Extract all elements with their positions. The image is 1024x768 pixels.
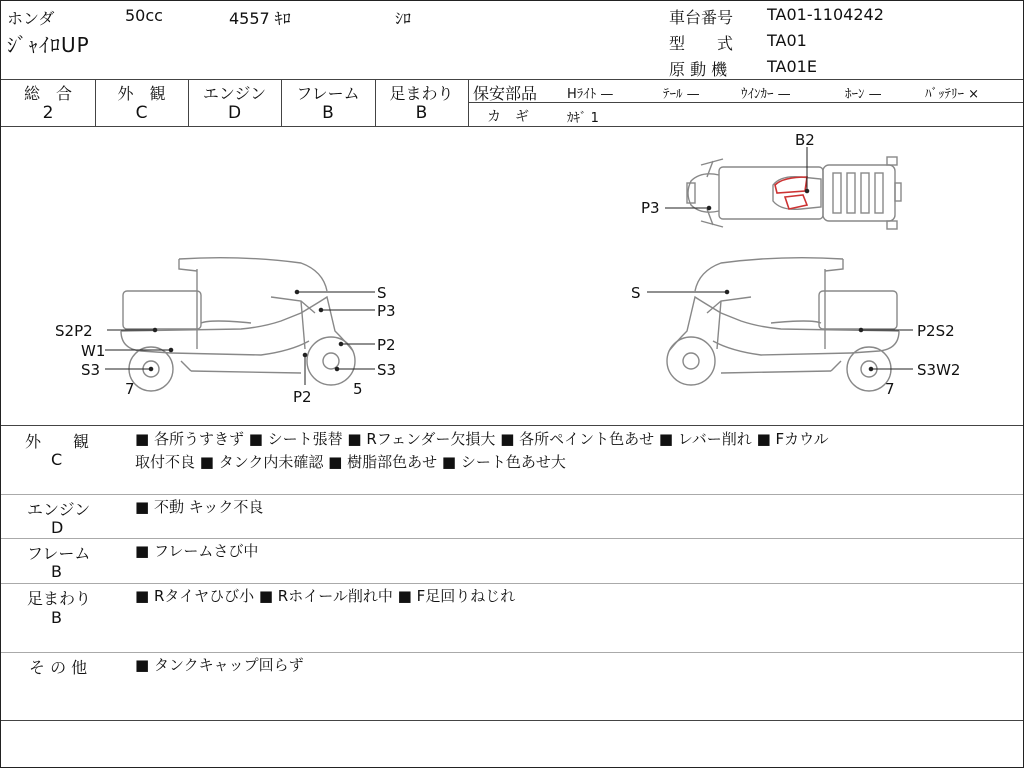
notes-suspension-label: 足まわり xyxy=(27,589,92,608)
key-value: ｶｷﾞ 1 xyxy=(567,111,599,126)
frame-grade: B xyxy=(322,103,334,123)
notes-suspension-text: ■ Rタイヤひび小 ■ Rホイール削れ中 ■ F足回りねじれ xyxy=(135,587,516,605)
engine-model-label: 原 動 機 xyxy=(669,60,728,79)
frame-grade-label: フレーム xyxy=(296,84,360,103)
label-right-s3w2: S3W2 xyxy=(917,361,961,379)
battery-status: ﾊﾞｯﾃﾘｰ × xyxy=(925,87,980,102)
notes-engine-grade: D xyxy=(51,518,64,537)
frame-no-label: 車台番号 xyxy=(669,8,734,27)
label-left-s: S xyxy=(377,284,387,302)
tail-status: ﾃｰﾙ — xyxy=(663,87,700,102)
label-left-s3a: S3 xyxy=(81,361,101,379)
divider xyxy=(1,720,1023,721)
label-top-p3: P3 xyxy=(641,199,660,217)
label-left-s3b: S3 xyxy=(377,361,397,379)
top-view-scooter xyxy=(687,157,901,229)
safety-parts-label: 保安部品 xyxy=(473,84,538,103)
model-name: ｼﾞｬｲﾛUP xyxy=(7,33,90,57)
notes-frame-grade: B xyxy=(51,562,62,581)
suspension-grade-label: 足まわり xyxy=(389,84,454,103)
label-left-w1: W1 xyxy=(81,342,106,360)
notes-exterior-label: 外 観 xyxy=(25,432,90,451)
notes-other-text: ■ タンクキャップ回らず xyxy=(135,656,304,674)
notes-other-label: そ の 他 xyxy=(29,658,88,677)
maker: ホンダ xyxy=(7,9,55,28)
label-top-b2: B2 xyxy=(795,131,815,149)
label-left-p3: P3 xyxy=(377,302,396,320)
notes-suspension-grade: B xyxy=(51,608,62,627)
engine-grade-label: エンジン xyxy=(202,84,267,103)
key-label: カ ギ xyxy=(487,109,529,125)
damage-diagram xyxy=(1,127,1023,425)
frame-no: TA01-1104242 xyxy=(767,5,884,24)
divider xyxy=(1,425,1023,426)
notes-exterior-line1: ■ 各所うすきず ■ シート張替 ■ Rフェンダー欠損大 ■ 各所ペイント色あせ ■ レバー削れ ■ Fカウル xyxy=(135,430,829,448)
notes-engine-text: ■ 不動 キック不良 xyxy=(135,498,264,516)
suspension-grade: B xyxy=(415,103,428,123)
horn-status: ﾎｰﾝ — xyxy=(845,87,882,102)
total-grade-label: 総 合 xyxy=(23,84,72,103)
divider xyxy=(1,79,1023,80)
label-right-p2s2: P2S2 xyxy=(917,322,955,340)
engine-model-value: TA01E xyxy=(767,57,817,76)
displacement: 50cc xyxy=(125,6,163,25)
exterior-grade-label: 外 観 xyxy=(117,84,166,103)
color: ｼﾛ xyxy=(395,9,412,28)
divider xyxy=(468,102,1023,103)
label-left-p2b: P2 xyxy=(293,388,312,406)
winker-status: ｳｲﾝｶｰ — xyxy=(741,87,791,102)
notes-engine-label: エンジン xyxy=(27,500,91,519)
notes-frame-text: ■ フレームさび中 xyxy=(135,542,259,560)
engine-grade: D xyxy=(227,103,242,123)
mileage: 4557 ｷﾛ xyxy=(229,9,291,28)
notes-exterior-grade: C xyxy=(51,450,63,469)
total-grade: 2 xyxy=(42,103,54,123)
headlight-status: Hﾗｲﾄ — xyxy=(567,87,614,102)
label-right-7: 7 xyxy=(885,380,895,398)
label-left-7: 7 xyxy=(125,380,135,398)
notes-frame-label: フレーム xyxy=(27,544,91,563)
notes-exterior-line2: 取付不良 ■ タンク内未確認 ■ 樹脂部色あせ ■ シート色あせ大 xyxy=(135,453,566,471)
label-right-s: S xyxy=(631,284,641,302)
type-value: TA01 xyxy=(767,31,807,50)
label-left-p2a: P2 xyxy=(377,336,396,354)
label-left-s2p2: S2P2 xyxy=(55,322,93,340)
divider xyxy=(468,79,469,126)
right-side-scooter xyxy=(667,258,899,391)
label-left-5: 5 xyxy=(353,380,363,398)
exterior-grade: C xyxy=(135,103,148,123)
left-side-scooter xyxy=(121,258,355,391)
type-label: 型 式 xyxy=(669,34,734,53)
